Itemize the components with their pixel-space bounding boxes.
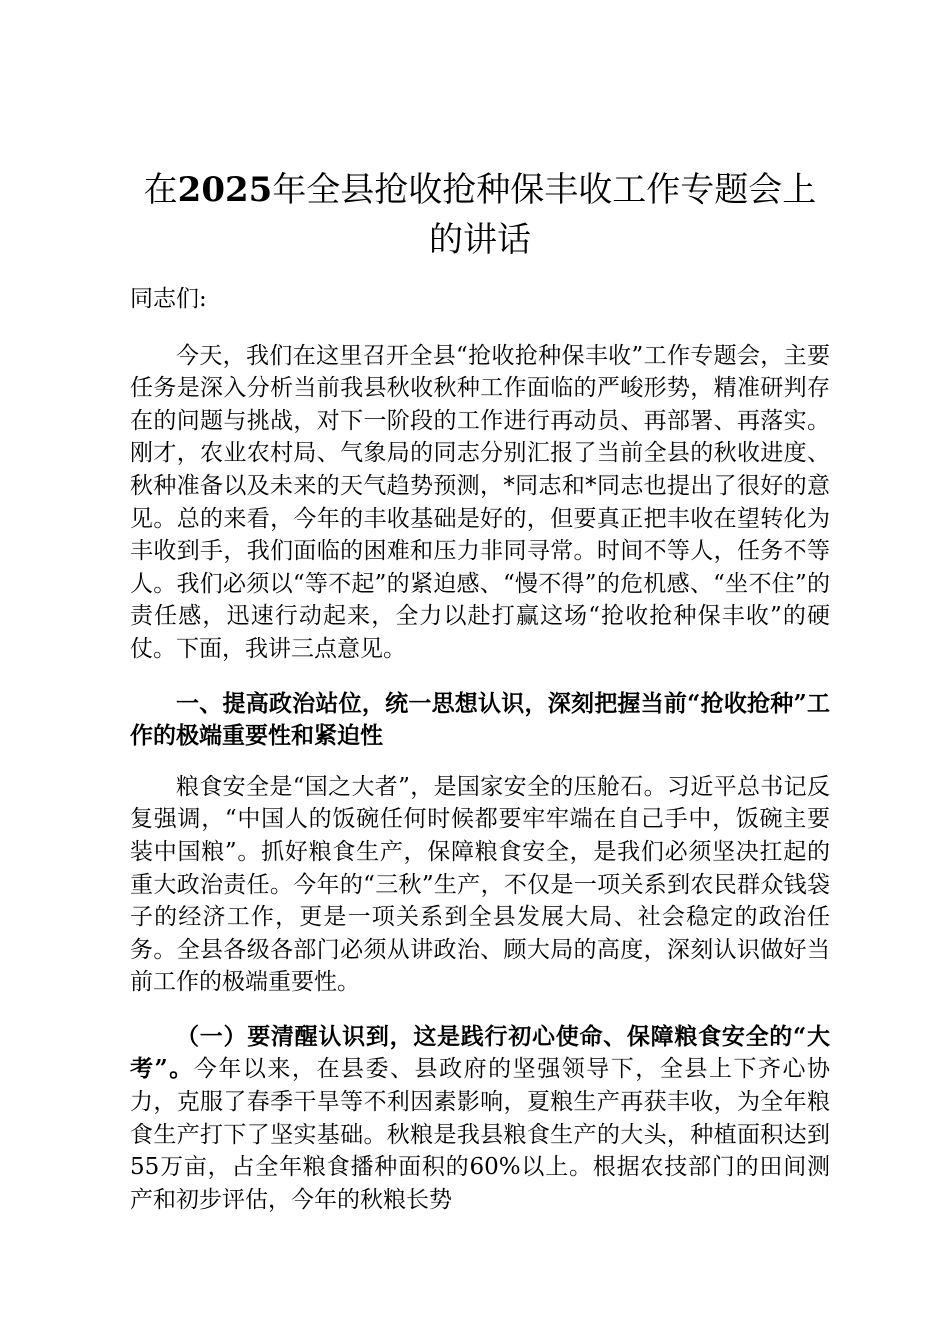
subsection-1-body: 今年以来，在县委、县政府的坚强领导下，全县上下齐心协力，克服了春季干旱等不利因素影响，夏粮生产再获丰收，为全年粮食生产打下了坚实基础。秋粮是我县粮食生产的大头，种植面积达到55万亩，占全年粮食播种面积的60%以上。根据农技部门的田间测产和初步评估，今年的秋粮长势 <box>130 1056 830 1213</box>
section-heading-1: 一、提高政治站位，统一思想认识，深刻把握当前“抢收抢种”工作的极端重要性和紧迫性 <box>130 689 830 750</box>
intro-paragraph: 今天，我们在这里召开全县“抢收抢种保丰收”工作专题会，主要任务是深入分析当前我县秋收秋种工作面临的严峻形势，精准研判存在的问题与挑战，对下一阶段的工作进行再动员、再部署、再落实。刚才，农业农村局、气象局的同志分别汇报了当前全县的秋收进度、秋种准备以及未来的天气趋势预测，*同志和*同志也提出了很好的意见。总的来看，今年的丰收基础是好的，但要真正把丰收在望转化为丰收到手，我们面临的困难和压力非同寻常。时间不等人，任务不等人。我们必须以“等不起”的紧迫感、“慢不得”的危机感、“坐不住”的责任感，迅速行动起来，全力以赴打赢这场“抢收抢种保丰收”的硬仗。下面，我讲三点意见。 <box>130 342 830 662</box>
subsection-1-lead: （一）要清醒认识到，这是践行初心使命、保障粮食安全的“大考”。 <box>130 1022 830 1083</box>
document-page <box>130 165 830 1216</box>
title-year: 2025 <box>177 170 273 210</box>
document-title <box>130 165 830 265</box>
subsection-1-paragraph <box>130 1021 830 1217</box>
title-rest: 年全县抢收抢种保丰收工作专题会上的讲话 <box>272 170 817 260</box>
salutation: 同志们: <box>130 286 207 312</box>
section-1-paragraph: 粮食安全是“国之大者”，是国家安全的压舱石。习近平总书记反复强调，“中国人的饭碗任何时候都要牢牢端在自己手中，饭碗主要装中国粮”。抓好粮食生产，保障粮食安全，是我们必须坚决扛起的重大政治责任。今年的“三秋”生产，不仅是一项关系到农民群众钱袋子的经济工作，更是一项关系到全县发展大局、社会稳定的政治任务。全县各级各部门必须从讲政治、顾大局的高度，深刻认识做好当前工作的极端重要性。 <box>130 773 830 996</box>
title-prefix: 在 <box>143 170 178 210</box>
